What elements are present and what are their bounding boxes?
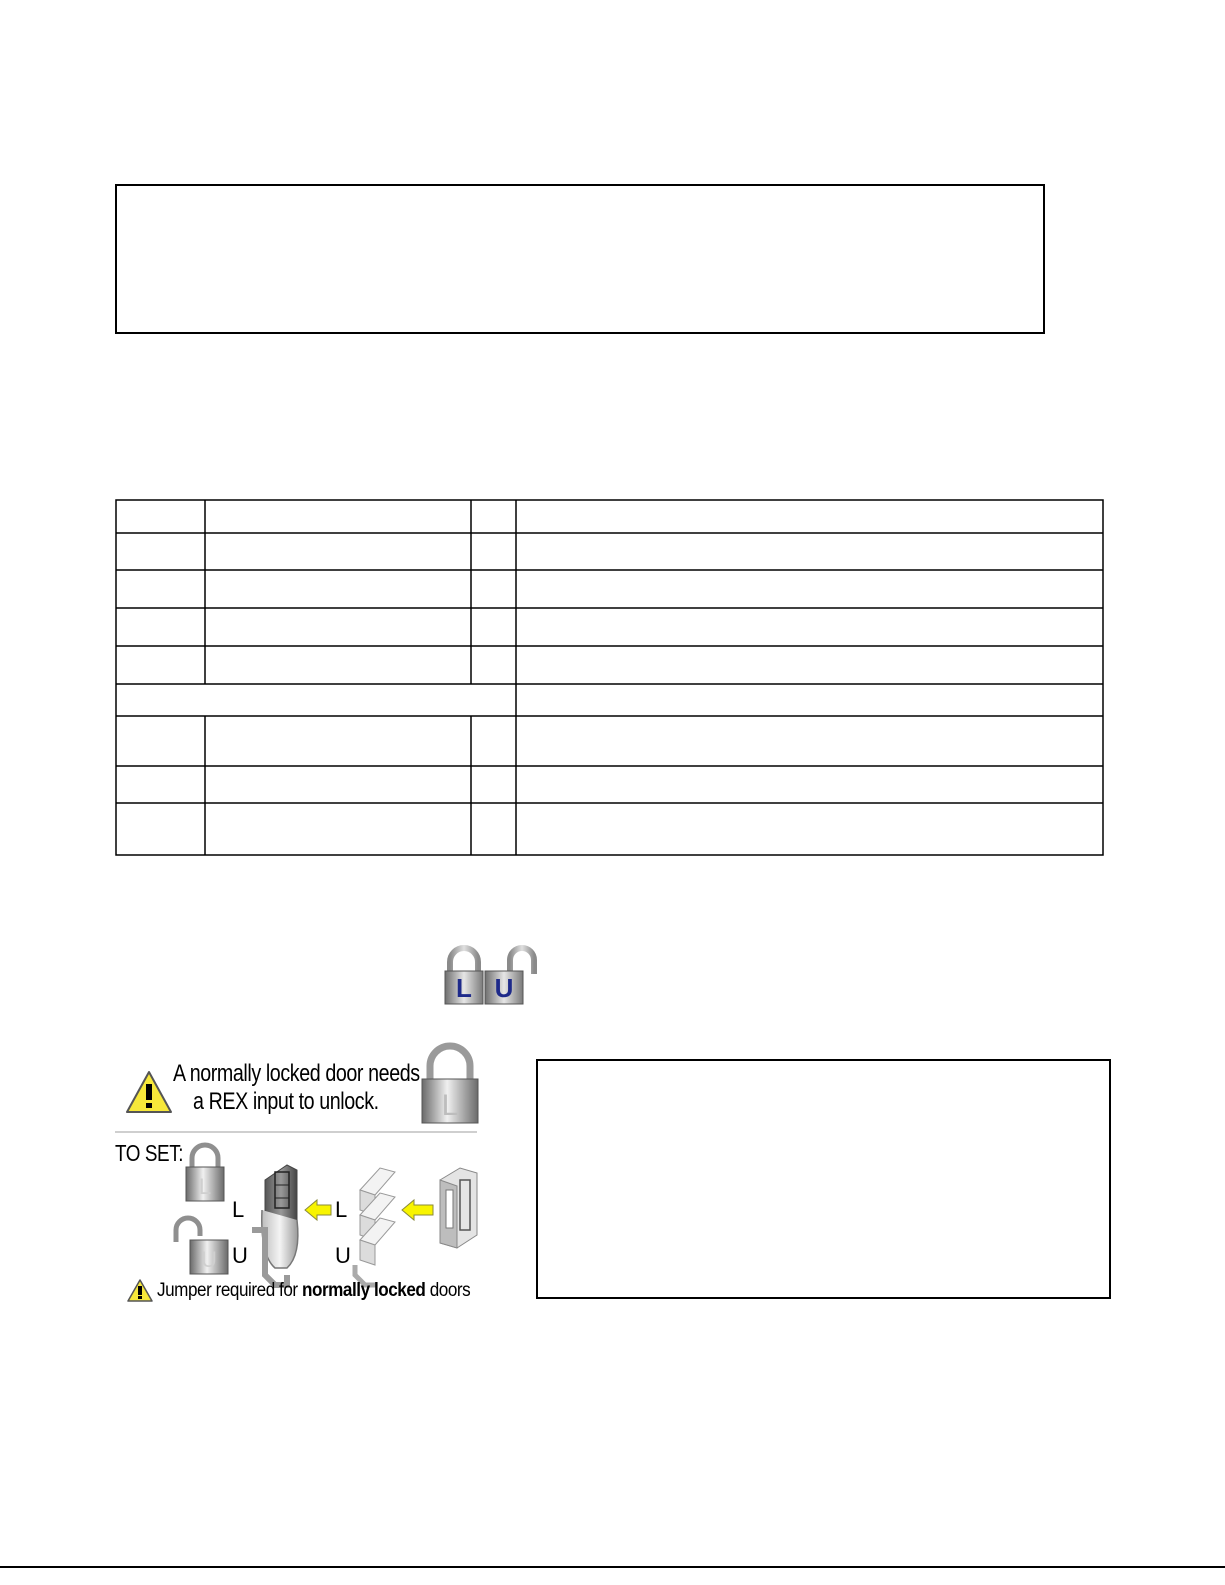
empty-grid-table (115, 499, 1104, 857)
footnote-suffix: doors (425, 1280, 471, 1301)
footnote-warning-icon (128, 1280, 152, 1301)
footnote-bold: normally locked (301, 1280, 426, 1301)
page-bottom-rule (0, 1566, 1225, 1568)
unlocked-padlock-icon (485, 948, 534, 1004)
top-empty-box (115, 184, 1045, 334)
pin-label-l-1: L (232, 1197, 245, 1222)
jumper-instruction-figure (115, 1040, 510, 1310)
pin-label-u-2: U (335, 1243, 351, 1268)
small-unlock-letter: U (201, 1247, 217, 1272)
pin-label-l-2: L (335, 1197, 348, 1222)
small-lock-letter: L (198, 1174, 212, 1199)
table-lines (115, 499, 1104, 857)
right-empty-box (536, 1059, 1111, 1299)
unlocked-letter: U (494, 973, 514, 1003)
pin-label-u-1: U (232, 1243, 248, 1268)
large-lock-letter: L (441, 1089, 459, 1122)
small-locked-padlock-icon (186, 1145, 224, 1201)
arrow-left-icon (305, 1200, 331, 1220)
to-set-label: TO SET: (115, 1140, 184, 1166)
jumper-installed-pins-icon (252, 1165, 298, 1285)
locked-letter: L (456, 973, 472, 1003)
jumper-cap-icon (440, 1168, 477, 1248)
jumper-footnote (157, 1280, 470, 1302)
locked-padlock-icon (445, 948, 483, 1004)
warning-text-line-2: a REX input to unlock. (193, 1088, 379, 1115)
warning-text-line-1: A normally locked door needs (173, 1060, 420, 1087)
lock-icons-pair (440, 944, 540, 1006)
arrow-left-icon (402, 1200, 433, 1220)
small-unlocked-padlock-icon (176, 1218, 228, 1274)
footnote-prefix: Jumper required for (157, 1280, 302, 1301)
warning-triangle-icon (127, 1072, 171, 1112)
bare-header-pins-icon (355, 1168, 395, 1285)
large-locked-padlock-icon (422, 1046, 478, 1123)
